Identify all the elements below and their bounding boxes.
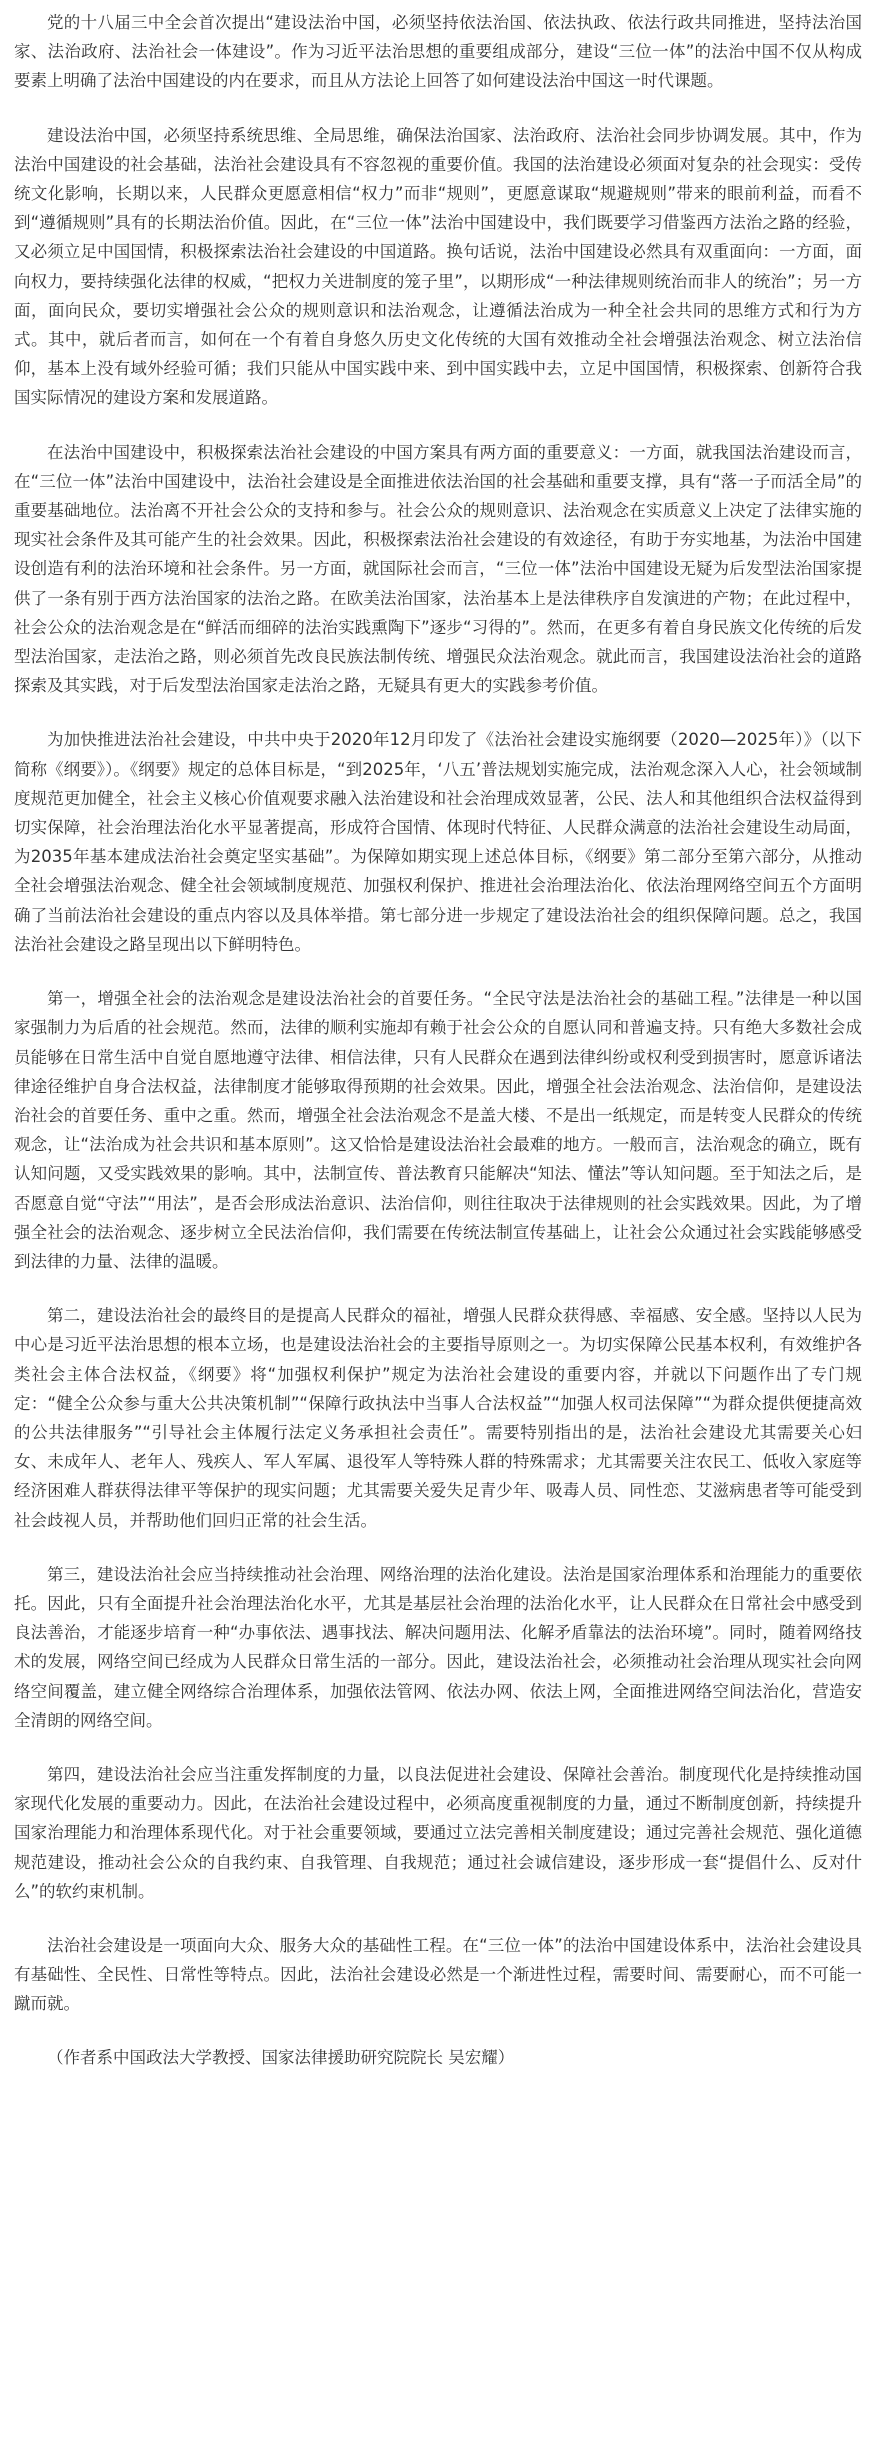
paragraph-system-thinking: 建设法治中国，必须坚持系统思维、全局思维，确保法治国家、法治政府、法治社会同步协调发展。其中，作为法治中国建设的社会基础，法治社会建设具有不容忽视的重要价值。我国的法治建设必须面对复杂的社会现实：受传统文化影响，长期以来，人民群众更愿意相信“权力”而非“规则”，更愿意谋取“规避规则”带来的眼前利益，而看不到“遵循规则”具有的长期法治价值。因此，在“三位一体”法治中国建设中，我们既要学习借鉴西方法治之路的经验，又必须立足中国国情，积极探索法治社会建设的中国道路。换句话说，法治中国建设必然具有双重面向：一方面，面向权力，要持续强化法律的权威，“把权力关进制度的笼子里”，以期形成“一种法律规则统治而非人的统治”；另一方面，面向民众，要切实增强社会公众的规则意识和法治观念，让遵循法治成为一种全社会共同的思维方式和行为方式。其中，就后者而言，如何在一个有着自身悠久历史文化传统的大国有效推动全社会增强法治观念、树立法治信仰，基本上没有域外经验可循；我们只能从中国实践中来、到中国实践中去，立足中国国情，积极探索、创新符合我国实际情况的建设方案和发展道路。 (14, 125, 862, 408)
paragraph-chinese-approach: 在法治中国建设中，积极探索法治社会建设的中国方案具有两方面的重要意义：一方面，就我国法治建设而言，在“三位一体”法治中国建设中，法治社会建设是全面推进依法治国的社会基础和重要支撑，具有“落一子而活全局”的重要基础地位。法治离不开社会公众的支持和参与。社会公众的规则意识、法治观念在实质意义上决定了法律实施的现实社会条件及其可能产生的社会效果。因此，积极探索法治社会建设的有效途径，有助于夯实地基，为法治中国建设创造有利的法治环境和社会条件。另一方面，就国际社会而言，“三位一体”法治中国建设无疑为后发型法治国家提供了一条有别于西方法治国家的法治之路。在欧美法治国家，法治基本上是法律秩序自发演进的产物；在此过程中，社会公众的法治观念是在“鲜活而细碎的法治实践熏陶下”逐步“习得的”。然而，在更多有着自身民族文化传统的后发型法治国家，走法治之路，则必须首先改良民族法制传统、增强民众法治观念。就此而言，我国建设法治社会的道路探索及其实践，对于后发型法治国家走法治之路，无疑具有更大的实践参考价值。 (14, 442, 862, 696)
paragraph-point-two: 第二，建设法治社会的最终目的是提高人民群众的福祉，增强人民群众获得感、幸福感、安全感。坚持以人民为中心是习近平法治思想的根本立场，也是建设法治社会的主要指导原则之一。为切实保障公民基本权利，有效维护各类社会主体合法权益，《纲要》将“加强权利保护”规定为法治社会建设的重要内容，并就以下问题作出了专门规定：“健全公众参与重大公共决策机制”“保障行政执法中当事人合法权益”“加强人权司法保障”“为群众提供便捷高效的公共法律服务”“引导社会主体履行法定义务承担社会责任”。需要特别指出的是，法治社会建设尤其需要关心妇女、未成年人、老年人、残疾人、军人军属、退役军人等特殊人群的特殊需求；尤其需要关注农民工、低收入家庭等经济困难人群获得法律平等保护的现实问题；尤其需要关爱失足青少年、吸毒人员、同性恋、艾滋病患者等可能受到社会歧视人员，并帮助他们回归正常的社会生活。 (14, 1306, 862, 1530)
paragraph-intro: 党的十八届三中全会首次提出“建设法治中国，必须坚持依法治国、依法执政、依法行政共同推进，坚持法治国家、法治政府、法治社会一体建设”。作为习近平法治思想的重要组成部分，建设“三位一体”的法治中国不仅从构成要素上明确了法治中国建设的内在要求，而且从方法论上回答了如何建设法治中国这一时代课题。 (14, 13, 862, 91)
paragraph-point-three: 第三，建设法治社会应当持续推动社会治理、网络治理的法治化建设。法治是国家治理体系和治理能力的重要依托。因此，只有全面提升社会治理法治化水平，尤其是基层社会治理的法治化水平，让人民群众在日常社会中感受到良法善治，才能逐步培育一种“办事依法、遇事找法、解决问题用法、化解矛盾靠法的法治环境”。同时，随着网络技术的发展，网络空间已经成为人民群众日常生活的一部分。因此，建设法治社会，必须推动社会治理从现实社会向网络空间覆盖，建立健全网络综合治理体系，加强依法管网、依法办网、依法上网，全面推进网络空间法治化，营造安全清朗的网络空间。 (14, 1564, 862, 1730)
paragraph-point-four: 第四，建设法治社会应当注重发挥制度的力量，以良法促进社会建设、保障社会善治。制度现代化是持续推动国家现代化发展的重要动力。因此，在法治社会建设过程中，必须高度重视制度的力量，通过不断制度创新，持续提升国家治理能力和治理体系现代化。对于社会重要领域，要通过立法完善相关制度建设；通过完善社会规范、强化道德规范建设，推动社会公众的自我约束、自我管理、自我规范；通过社会诚信建设，逐步形成一套“提倡什么、反对什么”的软约束机制。 (14, 1764, 862, 1901)
paragraph-conclusion: 法治社会建设是一项面向大众、服务大众的基础性工程。在“三位一体”的法治中国建设体系中，法治社会建设具有基础性、全民性、日常性等特点。因此，法治社会建设必然是一个渐进性过程，需要时间、需要耐心，而不可能一蹴而就。 (14, 1935, 862, 2014)
paragraph-outline-guideline: 为加快推进法治社会建设，中共中央于2020年12月印发了《法治社会建设实施纲要（2020—2025年）》（以下简称《纲要》）。《纲要》规定的总体目标是，“到2025年，‘八五’普法规划实施完成，法治观念深入人心，社会领域制度规范更加健全，社会主义核心价值观要求融入法治建设和社会治理成效显著，公民、法人和其他组织合法权益得到切实保障，社会治理法治化水平显著提高，形成符合国情、体现时代特征、人民群众满意的法治社会建设生动局面，为2035年基本建成法治社会奠定坚实基础”。为保障如期实现上述总体目标，《纲要》第二部分至第六部分，从推动全社会增强法治观念、健全社会领域制度规范、加强权利保护、推进社会治理法治化、依法治理网络空间五个方面明确了当前法治社会建设的重点内容以及具体举措。第七部分进一步规定了建设法治社会的组织保障问题。总之，我国法治社会建设之路呈现出以下鲜明特色。 (14, 730, 862, 954)
paragraph-point-one: 第一，增强全社会的法治观念是建设法治社会的首要任务。“全民守法是法治社会的基础工程。”法律是一种以国家强制力为后盾的社会规范。然而，法律的顺利实施却有赖于社会公众的自愿认同和普遍支持。只有绝大多数社会成员能够在日常生活中自觉自愿地遵守法律、相信法律，只有人民群众在遇到法律纠纷或权利受到损害时，愿意诉诸法律途径维护自身合法权益，法律制度才能够取得预期的社会效果。因此，增强全社会法治观念、法治信仰，是建设法治社会的首要任务、重中之重。然而，增强全社会法治观念不是盖大楼、不是出一纸规定，而是转变人民群众的传统观念，让“法治成为社会共识和基本原则”。这又恰恰是建设法治社会最难的地方。一般而言，法治观念的确立，既有认知问题，又受实践效果的影响。其中，法制宣传、普法教育只能解决“知法、懂法”等认知问题。至于知法之后，是否愿意自觉“守法”“用法”，是否会形成法治意识、法治信仰，则往往取决于法律规则的社会实践效果。因此，为了增强全社会的法治观念、逐步树立全民法治信仰，我们需要在传统法制宣传基础上，让社会公众通过社会实践能够感受到法律的力量、法律的温暖。 (14, 989, 862, 1271)
author-byline: （作者系中国政法大学教授、国家法律援助研究院院长 吴宏耀） (47, 2047, 515, 2067)
